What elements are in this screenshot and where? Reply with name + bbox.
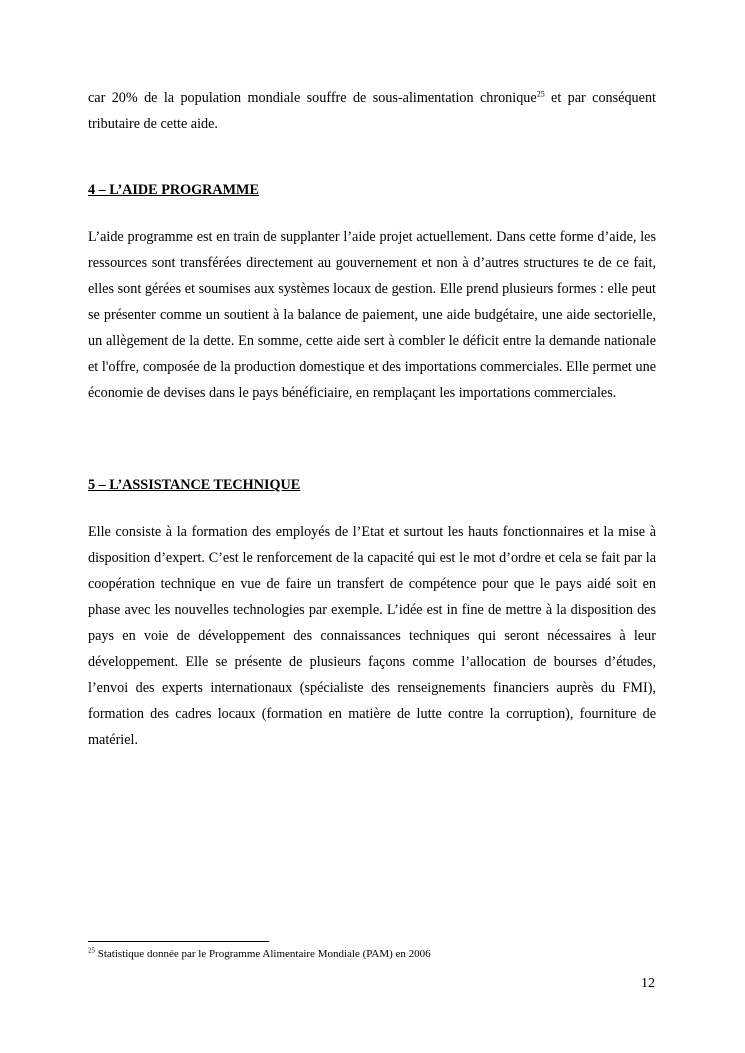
- intro-text-after: et par conséquent tributaire de cette aide.: [88, 90, 656, 132]
- footnote-reference: 25: [536, 89, 545, 99]
- intro-paragraph: [88, 85, 656, 137]
- section-4-paragraph: L’aide programme est en train de supplanter l’aide projet actuellement. Dans cette forme d’aide, les ressources sont transférées directement au gouvernement et non à d’autres structures te de ce fait, elles sont gérées et soumises aux systèmes locaux de gestion. Elle prend plusieurs formes : elle peut se présenter comme un soutient à la balance de paiement, une aide budgétaire, une aide sectorielle, un allègement de la dette. En somme, cette aide sert à combler le déficit entre la demande nationale et l'offre, composée de la production domestique et des importations commerciales. Elle permet une économie de devises dans le pays bénéficiaire, en remplaçant les importations commerciales.: [88, 229, 656, 401]
- footnote-number: 25: [88, 946, 95, 955]
- footnote-separator: [88, 941, 269, 942]
- footnote-text: Statistique donnée par le Programme Alimentaire Mondiale (PAM) en 2006: [95, 948, 431, 960]
- footnote: [88, 946, 431, 962]
- section-5-paragraph: Elle consiste à la formation des employés de l’Etat et surtout les hauts fonctionnaires et la mise à disposition d’expert. C’est le renforcement de la capacité qui est le mot d’ordre et cela se fait par la coopération technique en vue de faire un transfert de compétence pour que le pays aidé soit en phase avec les nouvelles technologies par exemple. L’idée est in fine de mettre à la disposition des pays en voie de développement des connaissances techniques qui seront nécessaires à leur développement. Elle se présente de plusieurs façons comme l’allocation de bourses d’études, l’envoi des experts internationaux (spécialiste des renseignements financiers auprès du FMI), formation des cadres locaux (formation en matière de lutte contre la corruption), fourniture de matériel.: [88, 524, 656, 748]
- intro-text-before: car 20% de la population mondiale souffre de sous-alimentation chronique: [88, 90, 537, 106]
- page-number: 12: [641, 976, 655, 991]
- section-5-heading: 5 – L’ASSISTANCE TECHNIQUE: [88, 477, 301, 493]
- section-4-heading: 4 – L’AIDE PROGRAMME: [88, 182, 259, 198]
